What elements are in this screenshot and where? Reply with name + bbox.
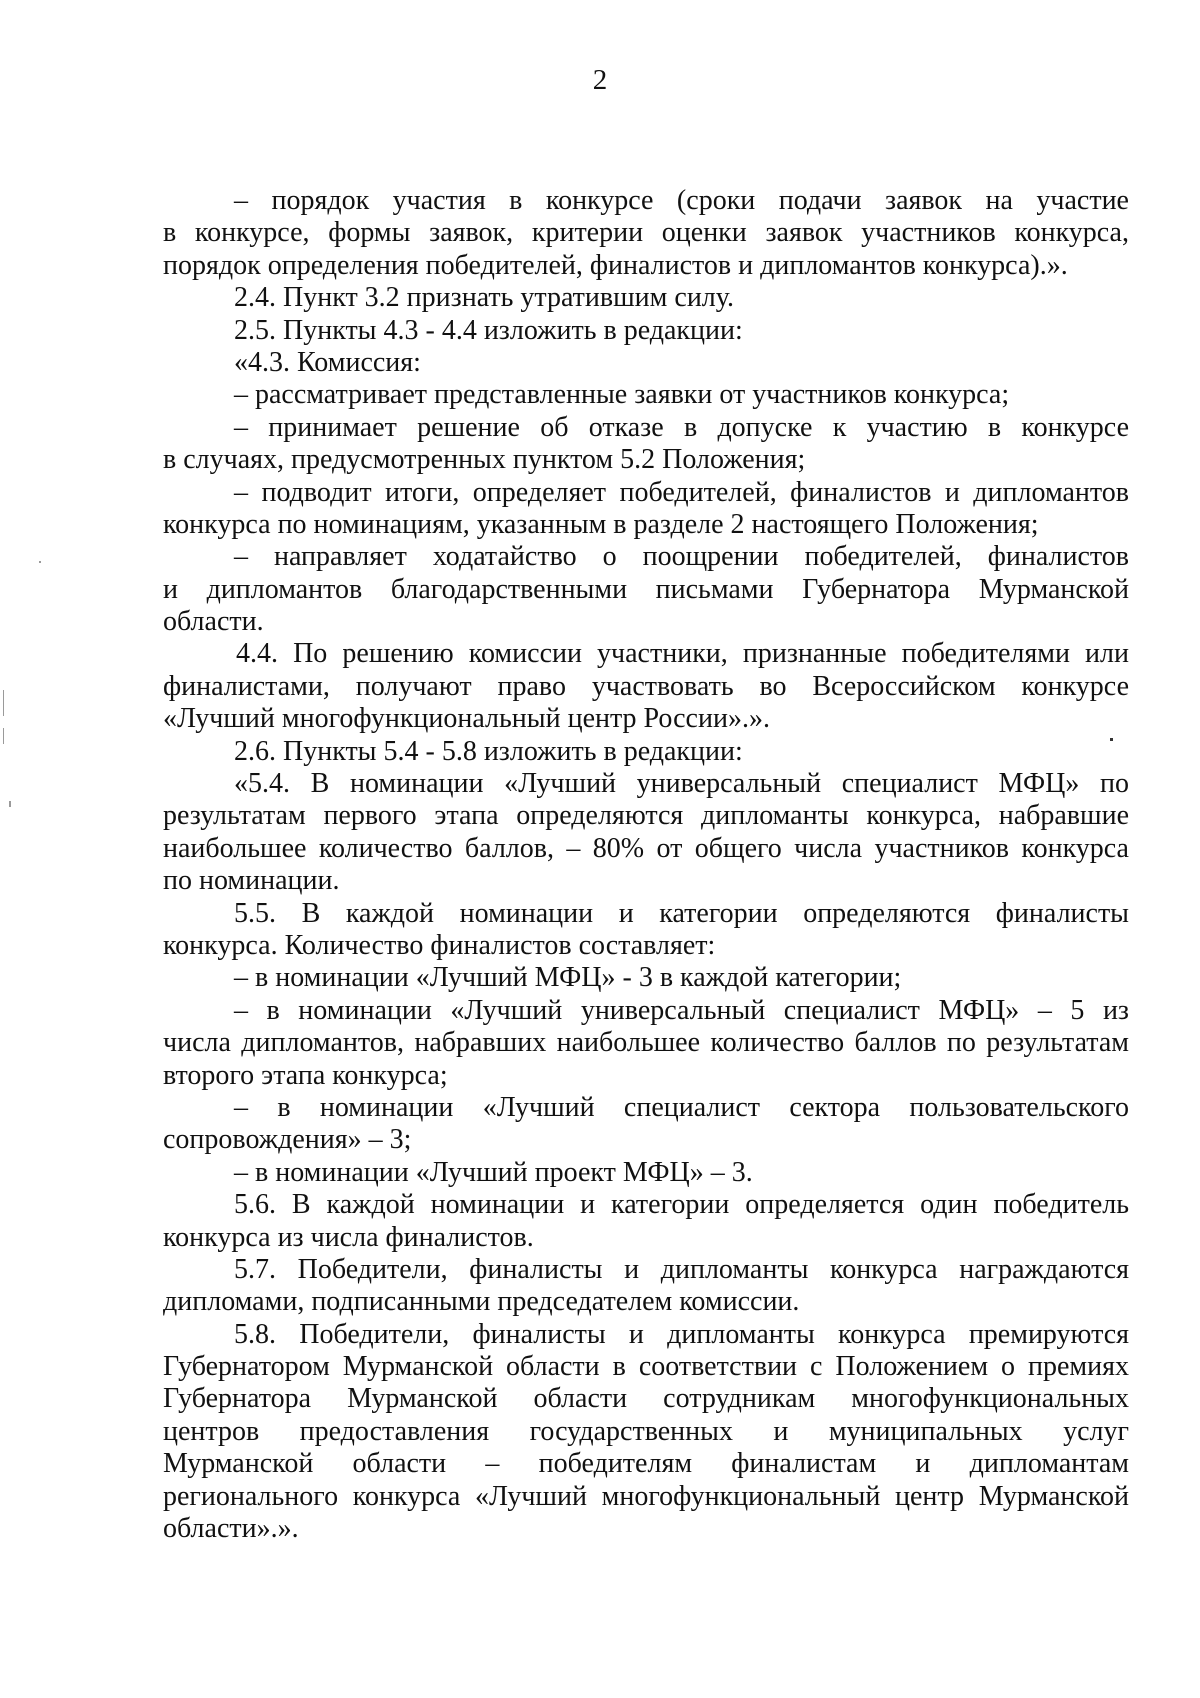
text-line: сопровождения» – 3; — [163, 1124, 412, 1156]
text-line: 5.5. В каждой номинации и категории определяются финалисты — [234, 897, 1129, 929]
text-line: области. — [163, 606, 264, 638]
text-line: – рассматривает представленные заявки от участников конкурса; — [234, 379, 1010, 411]
scan-artifact — [39, 561, 41, 563]
text-line: – порядок участия в конкурсе (сроки подачи заявок на участие — [234, 185, 1129, 216]
text-line: финалистами, получают право участвовать во Всероссийском конкурсе — [163, 670, 1129, 702]
text-line: и дипломантов благодарственными письмами Губернатора Мурманской — [163, 573, 1129, 605]
scan-artifact — [3, 690, 4, 716]
text-line: области».». — [163, 1513, 299, 1545]
text-line: регионального конкурса «Лучший многофункциональный центр Мурманской — [163, 1480, 1129, 1512]
scan-artifact — [9, 801, 11, 807]
text-line: в случаях, предусмотренных пунктом 5.2 Положения; — [163, 444, 806, 476]
text-line: «Лучший многофункциональный центр России».». — [163, 703, 770, 735]
text-line: конкурса из числа финалистов. — [163, 1221, 534, 1253]
text-line: центров предоставления государственных и муниципальных услуг — [163, 1415, 1129, 1447]
text-line: Мурманской области – победителям финалистам и дипломантам — [163, 1448, 1129, 1480]
text-line: – принимает решение об отказе в допуске к участию в конкурсе — [234, 411, 1129, 443]
text-line: – подводит итоги, определяет победителей, финалистов и дипломантов — [234, 476, 1129, 508]
text-line: дипломами, подписанными председателем комиссии. — [163, 1286, 800, 1318]
text-line: второго этапа конкурса; — [163, 1059, 448, 1091]
scan-artifact — [1110, 738, 1113, 741]
text-line: результатам первого этапа определяются дипломанты конкурса, набравшие — [163, 800, 1129, 832]
text-line: в конкурсе, формы заявок, критерии оценки заявок участников конкурса, — [163, 217, 1129, 249]
text-line: – в номинации «Лучший МФЦ» - 3 в каждой категории; — [234, 962, 902, 994]
document-body — [163, 185, 1129, 1545]
text-line: по номинации. — [163, 865, 340, 897]
text-line: 4.4. По решению комиссии участники, признанные победителями или — [236, 638, 1129, 670]
text-line: – направляет ходатайство о поощрении победителей, финалистов — [234, 541, 1129, 573]
text-line: порядок определения победителей, финалистов и дипломантов конкурса).». — [163, 249, 1068, 281]
text-line: – в номинации «Лучший специалист сектора пользовательского — [234, 1091, 1129, 1123]
text-line: – в номинации «Лучший универсальный специалист МФЦ» – 5 из — [234, 994, 1129, 1026]
page-number: 2 — [592, 64, 608, 96]
scan-artifact — [3, 728, 4, 744]
text-line: «5.4. В номинации «Лучший универсальный специалист МФЦ» по — [234, 768, 1129, 800]
text-line: – в номинации «Лучший проект МФЦ» – 3. — [234, 1156, 753, 1188]
text-line: 2.4. Пункт 3.2 признать утратившим силу. — [234, 282, 734, 314]
text-line: 5.7. Победители, финалисты и дипломанты конкурса награждаются — [234, 1253, 1129, 1285]
text-line: Губернатора Мурманской области сотрудникам многофункциональных — [163, 1383, 1129, 1415]
text-line: конкурса по номинациям, указанным в разделе 2 настоящего Положения; — [163, 508, 1039, 540]
text-line: числа дипломантов, набравших наибольшее количество баллов по результатам — [163, 1027, 1129, 1059]
text-line: 5.6. В каждой номинации и категории определяется один победитель — [234, 1189, 1129, 1221]
text-line: конкурса. Количество финалистов составляет: — [163, 929, 716, 961]
text-line: наибольшее количество баллов, – 80% от общего числа участников конкурса — [163, 832, 1129, 864]
text-line: 2.6. Пункты 5.4 - 5.8 изложить в редакции: — [234, 735, 743, 767]
text-line: 5.8. Победители, финалисты и дипломанты конкурса премируются — [234, 1318, 1129, 1350]
text-line: «4.3. Комиссия: — [234, 346, 421, 378]
text-line: 2.5. Пункты 4.3 - 4.4 изложить в редакции: — [234, 314, 743, 346]
text-line: Губернатором Мурманской области в соответствии с Положением о премиях — [163, 1351, 1129, 1383]
